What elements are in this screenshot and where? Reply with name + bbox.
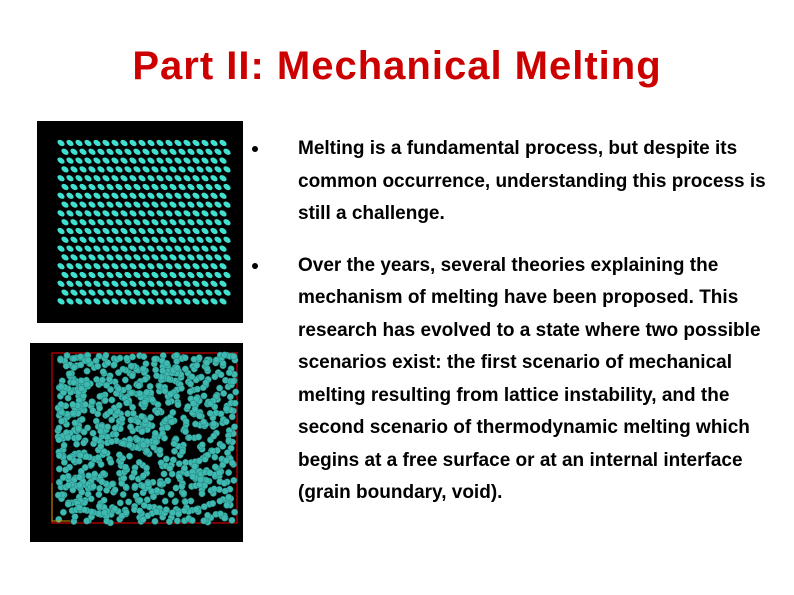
melted-atoms-image (30, 343, 243, 542)
bullet-item (252, 250, 782, 510)
bullet-item (252, 133, 782, 231)
bullet-dot-icon (252, 146, 258, 152)
bullet-list (252, 133, 782, 529)
slide-title: Part II: Mechanical Melting (132, 44, 662, 88)
crystal-lattice-image (37, 121, 243, 323)
bullet-dot-icon (252, 263, 258, 269)
bullet-text: Melting is a fundamental process, but despite its common occurrence, understanding this process is still a challenge. (298, 138, 766, 224)
bullet-text: Over the years, several theories explaining the mechanism of melting have been proposed. This research has evolved to a state where two possible scenarios exist: the first scenario of mechanical melting resulting from lattice instability, and the second scenario of thermodynamic melting which begins at a free surface or at an internal interface (grain boundary, void). (298, 254, 761, 503)
